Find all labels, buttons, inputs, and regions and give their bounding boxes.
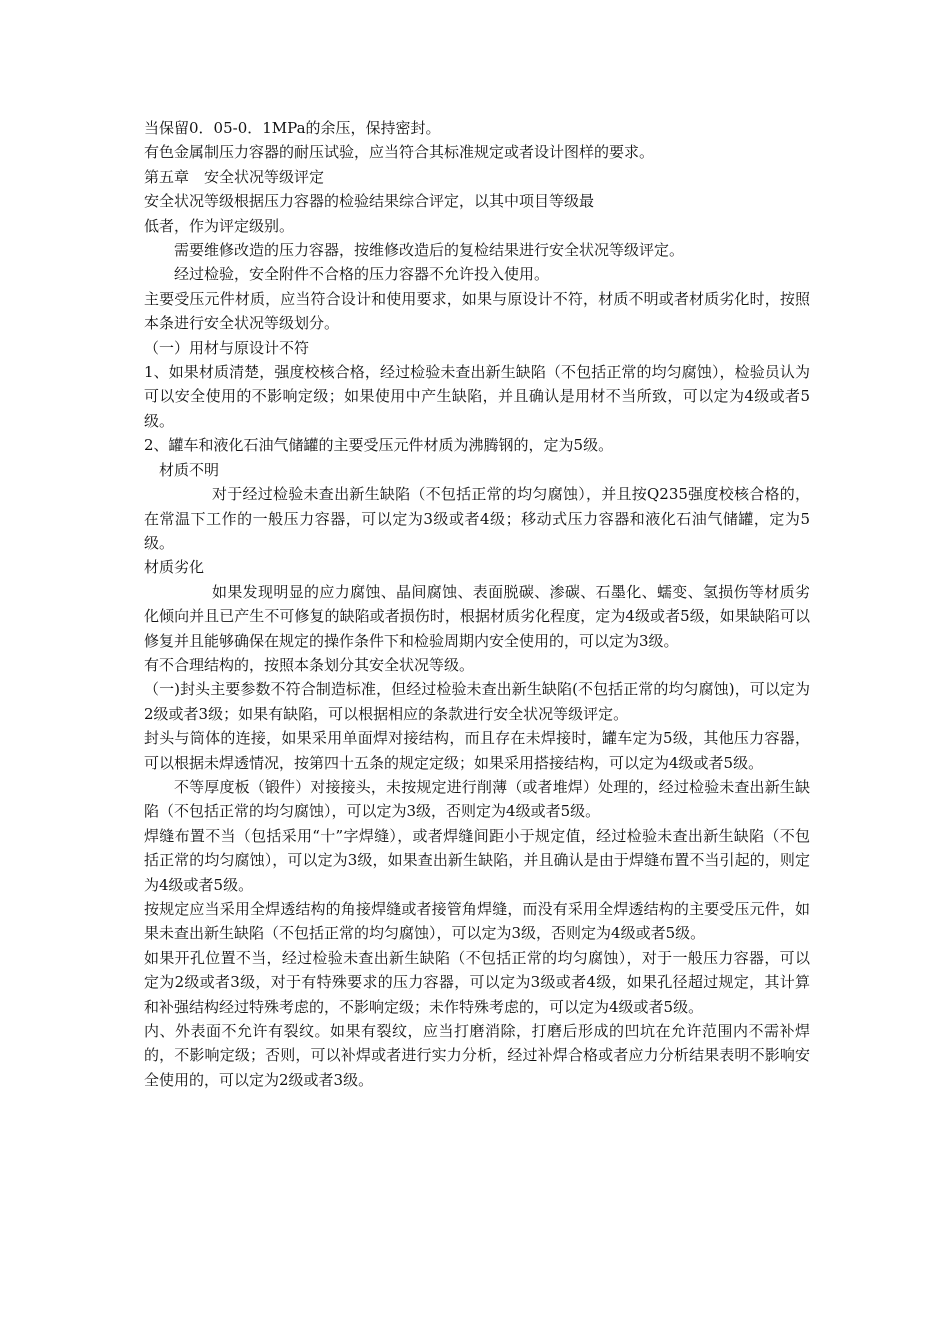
paragraph: 主要受压元件材质，应当符合设计和使用要求，如果与原设计不符，材质不明或者材质劣化时，按照本条进行安全状况等级划分。 [144, 289, 810, 333]
paragraph: 封头与筒体的连接，如果采用单面焊对接结构，而且存在未焊接时，罐车定为5级，其他压力容器，可以根据未焊透情况，按第四十五条的规定定级；如果采用搭接结构，可以定为4级或者5级。 [144, 729, 810, 772]
paragraph: 不等厚度板（锻件）对接接头，未按规定进行削薄（或者堆焊）处理的，经过检验未查出新生缺陷（不包括正常的均匀腐蚀），可以定为3级，否则定为4级或者5级。 [144, 777, 810, 821]
paragraph: 当保留0．05-0．1MPa的余压，保持密封。 [144, 119, 441, 137]
paragraph: 低者，作为评定级别。 [144, 216, 295, 235]
paragraph: 按规定应当采用全焊透结构的角接焊缝或者接管角焊缝，而没有采用全焊透结构的主要受压元件，如果未查出新生缺陷（不包括正常的均匀腐蚀），可以定为3级，否则定为4级或者5级。 [144, 900, 810, 943]
paragraph: 内、外表面不允许有裂纹。如果有裂纹，应当打磨消除，打磨后形成的凹坑在允许范围内不需补焊的，不影响定级；否则，可以补焊或者进行实力分析，经过补焊合格或者应力分析结果表明不影响安全使用的，可以定为2级或者3级。 [144, 1022, 810, 1089]
paragraph: 如果开孔位置不当，经过检验未查出新生缺陷（不包括正常的均匀腐蚀），对于一般压力容器，可以定为2级或者3级，对于有特殊要求的压力容器，可以定为3级或者4级，如果孔径超过规定，其计算和补强结构经过特殊考虑的，不影响定级；未作特殊考虑的，可以定为4级或者5级。 [144, 948, 810, 1016]
paragraph: 焊缝布置不当（包括采用“十”字焊缝），或者焊缝间距小于规定值，经过检验未查出新生缺陷（不包括正常的均匀腐蚀），可以定为3级，如果查出新生缺陷，并且确认是由于焊缝布置不当引起的，则定为4级或者5级。 [144, 826, 810, 894]
paragraph: 对于经过检验未查出新生缺陷（不包括正常的均匀腐蚀），并且按Q235强度校核合格的，在常温下工作的一般压力容器，可以定为3级或者4级；移动式压力容器和液化石油气储罐，定为5级。 [144, 485, 810, 552]
paragraph: 有色金属制压力容器的耐压试验，应当符合其标准规定或者设计图样的要求。 [144, 143, 655, 162]
paragraph: 经过检验，安全附件不合格的压力容器不允许投入使用。 [174, 265, 550, 284]
document-body [144, 116, 810, 1092]
paragraph: 如果发现明显的应力腐蚀、晶间腐蚀、表面脱碳、渗碳、石墨化、蠕变、氢损伤等材质劣化倾向并且已产生不可修复的缺陷或者损伤时，根据材质劣化程度，定为4级或者5级，如果缺陷可以修复并且能够确保在规定的操作条件下和检验周期内安全使用的，可以定为3级。 [144, 582, 810, 650]
section-heading: 材质不明 [159, 460, 220, 479]
paragraph: 2、罐车和液化石油气储罐的主要受压元件材质为沸腾钢的，定为5级。 [144, 436, 614, 455]
paragraph: 1、如果材质清楚，强度校核合格，经过检验未查出新生缺陷（不包括正常的均匀腐蚀），检验员认为可以安全使用的不影响定级；如果使用中产生缺陷，并且确认是用材不当所致，可以定为4级或者5级。 [144, 363, 810, 430]
paragraph: 有不合理结构的，按照本条划分其安全状况等级。 [144, 655, 475, 674]
paragraph: 安全状况等级根据压力容器的检验结果综合评定，以其中项目等级最 [144, 192, 595, 211]
paragraph: （一)封头主要参数不符合制造标准，但经过检验未查出新生缺陷(不包括正常的均匀腐蚀)，可以定为2级或者3级；如果有缺陷，可以根据相应的条款进行安全状况等级评定。 [144, 680, 810, 723]
section-heading: （一）用材与原设计不符 [144, 338, 310, 357]
section-heading: 材质劣化 [144, 558, 205, 577]
paragraph: 需要维修改造的压力容器，按维修改造后的复检结果进行安全状况等级评定。 [174, 241, 685, 260]
chapter-heading: 第五章 安全状况等级评定 [144, 167, 325, 186]
